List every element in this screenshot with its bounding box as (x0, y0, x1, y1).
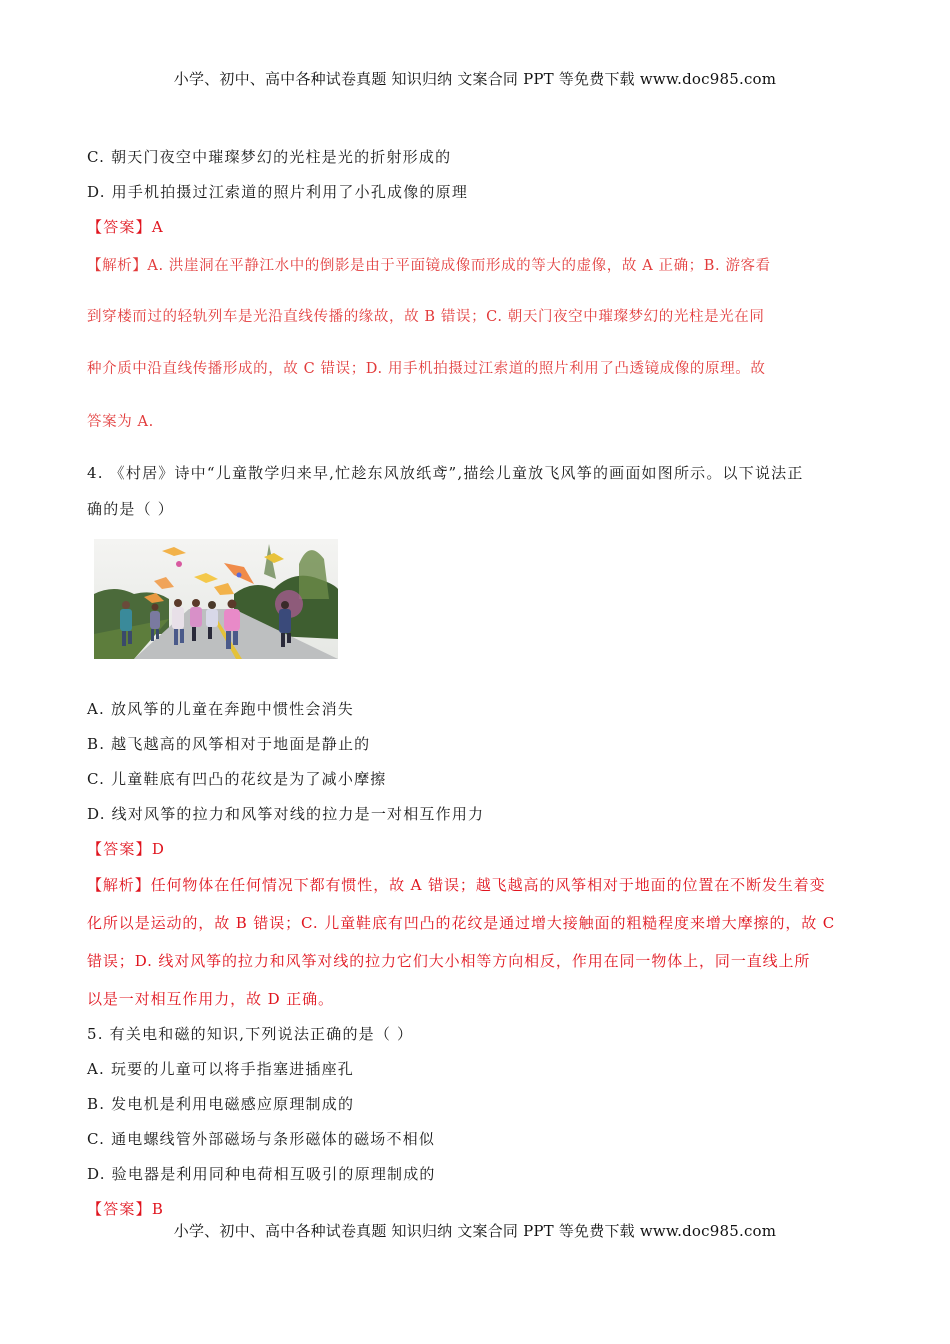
q3-option-d: D. 用手机拍摄过江索道的照片利用了小孔成像的原理 (87, 183, 469, 201)
q4-analysis-line-4: 以是一对相互作用力，故 D 正确。 (87, 990, 334, 1008)
q3-analysis-line-4: 答案为 A. (87, 414, 154, 430)
q3-analysis-line-3: 种介质中沿直线传播形成的，故 C 错误；D. 用手机拍摄过江索道的照片利用了凸透镜成像的原理。故 (87, 361, 766, 377)
answer-value: B (151, 1200, 165, 1218)
q5-option-b: B. 发电机是利用电磁感应原理制成的 (87, 1095, 355, 1113)
q4-stem-line-1: 4. 《村居》诗中“儿童散学归来早,忙趁东风放纸鸢”,描绘儿童放飞风筝的画面如图所示。以下说法正 (87, 464, 804, 482)
q4-option-b: B. 越飞越高的风筝相对于地面是静止的 (87, 735, 371, 753)
answer-value: A (151, 218, 164, 236)
q4-analysis-line-1: 【解析】任何物体在任何情况下都有惯性，故 A 错误；越飞越高的风筝相对于地面的位置在不断发生着变 (87, 876, 826, 894)
answer-tag: 【答案】 (87, 218, 152, 236)
answer-tag: 【答案】 (87, 1200, 152, 1218)
q4-analysis-line-3: 错误；D. 线对风筝的拉力和风筝对线的拉力它们大小相等方向相反，作用在同一物体上，同一直线上所 (87, 952, 811, 970)
page-footer-banner: 小学、初中、高中各种试卷真题 知识归纳 文案合同 PPT 等免费下载 www.doc985.com (173, 1222, 777, 1240)
q3-option-c: C. 朝天门夜空中璀璨梦幻的光柱是光的折射形成的 (87, 148, 452, 166)
q5-option-c: C. 通电螺线管外部磁场与条形磁体的磁场不相似 (87, 1130, 436, 1148)
q4-option-d: D. 线对风筝的拉力和风筝对线的拉力是一对相互作用力 (87, 805, 485, 823)
q5-option-d: D. 验电器是利用同种电荷相互吸引的原理制成的 (87, 1165, 436, 1183)
kite-flying-photo (94, 539, 338, 659)
q5-stem: 5. 有关电和磁的知识,下列说法正确的是（ ） (87, 1025, 414, 1043)
q4-option-c: C. 儿童鞋底有凹凸的花纹是为了减小摩擦 (87, 770, 387, 788)
q3-analysis-line-2: 到穿楼而过的轻轨列车是光沿直线传播的缘故，故 B 错误；C. 朝天门夜空中璀璨梦幻的光柱是光在同 (87, 309, 765, 325)
q3-answer (87, 216, 164, 237)
kite-photo-illustration (94, 539, 338, 659)
q3-analysis-line-1: 【解析】A. 洪崖洞在平静江水中的倒影是由于平面镜成像而形成的等大的虚像，故 A 正确；B. 游客看 (87, 258, 771, 274)
q4-analysis-line-2: 化所以是运动的，故 B 错误；C. 儿童鞋底有凹凸的花纹是通过增大接触面的粗糙程度来增大摩擦的，故 C (87, 914, 836, 932)
q4-answer (87, 838, 165, 859)
page-header-banner: 小学、初中、高中各种试卷真题 知识归纳 文案合同 PPT 等免费下载 www.doc985.com (173, 70, 777, 88)
q4-stem-line-2: 确的是（ ） (87, 500, 174, 518)
q5-answer (87, 1198, 164, 1219)
answer-value: D (151, 840, 166, 858)
answer-tag: 【答案】 (87, 840, 152, 858)
q4-option-a: A. 放风筝的儿童在奔跑中惯性会消失 (87, 700, 354, 718)
q5-option-a: A. 玩要的儿童可以将手指塞进插座孔 (87, 1060, 354, 1078)
